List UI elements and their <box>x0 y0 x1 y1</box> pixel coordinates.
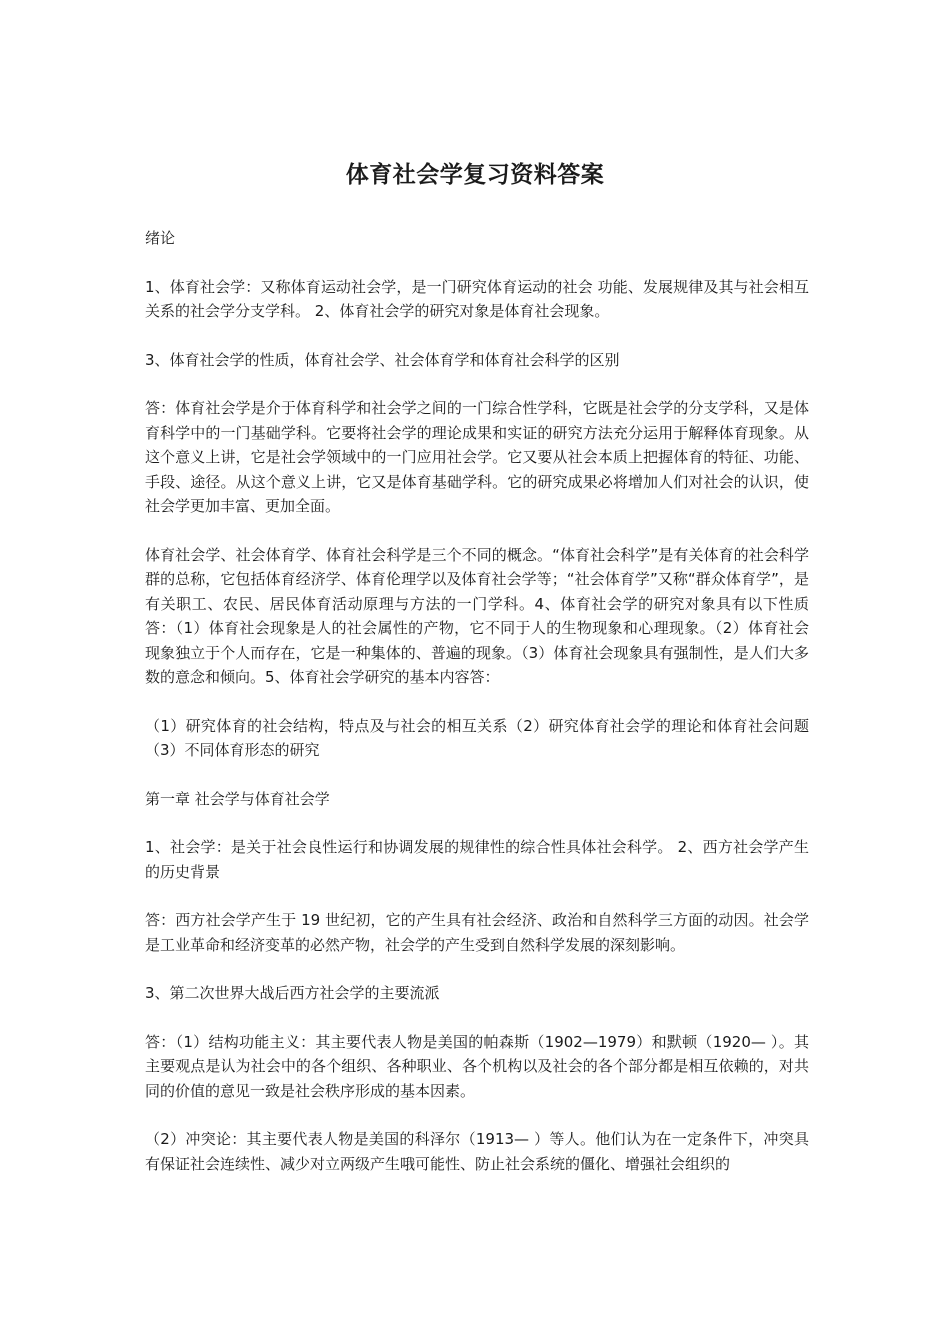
paragraph: 1、体育社会学：又称体育运动社会学，是一门研究体育运动的社会 功能、发展规律及其与社会相互关系的社会学分支学科。 2、体育社会学的研究对象是体育社会现象。 <box>145 277 809 320</box>
paragraph: （1）研究体育的社会结构，特点及与社会的相互关系（2）研究体育社会学的理论和体育社会问题 （3）不同体育形态的研究 <box>145 716 809 759</box>
paragraph: 体育社会学、社会体育学、体育社会科学是三个不同的概念。“体育社会科学”是有关体育的社会科学群的总称，它包括体育经济学、体育伦理学以及体育社会学等；“社会体育学”又称“群众体育学”，是有关职工、农民、居民体育活动原理与方法的一门学科。4、体育社会学的研究对象具有以下性质 答：（1）体育社会现象是人的社会属性的产物，它不同于人的生物现象和心理现象。（2）体育社会现象独立于个人而存在，它是一种集体的、普遍的现象。（3）体育社会现象具有强制性，是人们大多数的意念和倾向。5、体育社会学研究的基本内容答： <box>145 545 809 686</box>
document-body <box>145 226 809 1200</box>
section-heading-intro: 绪论 <box>145 229 176 247</box>
paragraph: （2）冲突论：其主要代表人物是美国的科泽尔（1913— ）等人。他们认为在一定条件下，冲突具有保证社会连续性、减少对立两级产生哦可能性、防止社会系统的僵化、增强社会组织的 <box>145 1130 809 1173</box>
paragraph: 答：（1）结构功能主义：其主要代表人物是美国的帕森斯（1902—1979）和默顿（1920— ）。其主要观点是认为社会中的各个组织、各种职业、各个机构以及社会的各个部分都是相互依赖的，对共同的价值的意见一致是社会秩序形成的基本因素。 <box>145 1032 809 1100</box>
paragraph: 答：西方社会学产生于 19 世纪初，它的产生具有社会经济、政治和自然科学三方面的动因。社会学是工业革命和经济变革的必然产物，社会学的产生受到自然科学发展的深刻影响。 <box>145 911 809 954</box>
paragraph: 答：体育社会学是介于体育科学和社会学之间的一门综合性学科，它既是社会学的分支学科，又是体育科学中的一门基础学科。它要将社会学的理论成果和实证的研究方法充分运用于解释体育现象。从这个意义上讲，它是社会学领域中的一门应用社会学。它又要从社会本质上把握体育的特征、功能、手段、途径。从这个意义上讲，它又是体育基础学科。它的研究成果必将增加人们对社会的认识，使社会学更加丰富、更加全面。 <box>145 399 809 515</box>
paragraph: 1、社会学：是关于社会良性运行和协调发展的规律性的综合性具体社会科学。 2、西方社会学产生的历史背景 <box>145 838 809 881</box>
paragraph: 3、第二次世界大战后西方社会学的主要流派 <box>145 984 440 1002</box>
paragraph: 3、体育社会学的性质，体育社会学、社会体育学和体育社会科学的区别 <box>145 350 620 369</box>
document-title: 体育社会学复习资料答案 <box>345 162 605 188</box>
section-heading-chapter-1: 第一章 社会学与体育社会学 <box>145 789 330 808</box>
